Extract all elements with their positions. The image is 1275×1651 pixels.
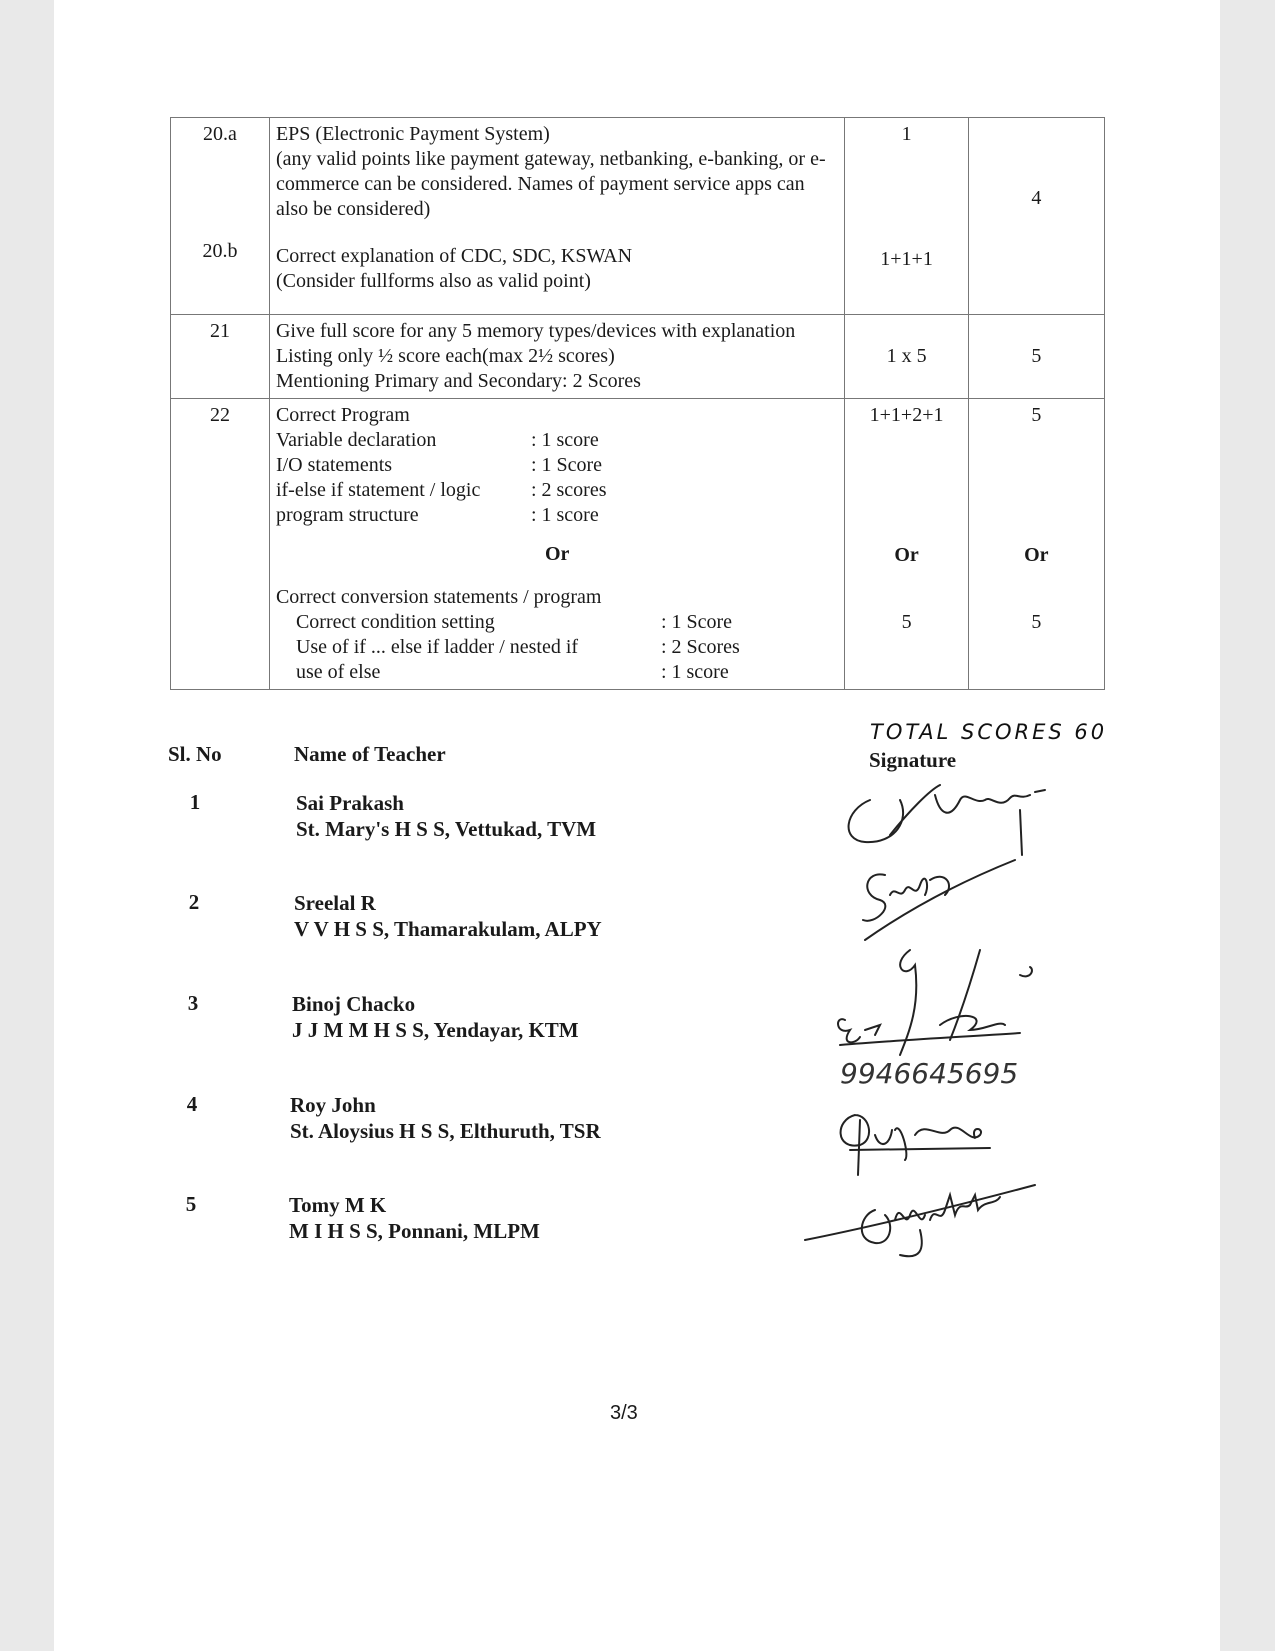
answer-title: EPS (Electronic Payment System) [275, 123, 550, 145]
total-score: 5 [1031, 404, 1042, 426]
answer-line: (Consider fullforms also as valid point) [275, 270, 591, 292]
teacher-school: M I H S S, Ponnani, MLPM [289, 1219, 540, 1243]
question-number: 21 [171, 315, 270, 399]
teacher-sl-no: 3 [187, 991, 199, 1015]
answer-cell [269, 399, 845, 690]
page-number: 3/3 [610, 1402, 638, 1424]
answer-line: Listing only ½ score each(max 2½ scores) [275, 345, 615, 367]
score-split: 1 x 5 [845, 315, 968, 399]
teacher-name-header: Name of Teacher [294, 742, 446, 766]
teacher-name: Tomy M K [289, 1193, 387, 1217]
answer-cell [269, 118, 845, 315]
score-split-cell [845, 118, 968, 315]
answer-line: Give full score for any 5 memory types/devices with explanation [275, 320, 796, 342]
signature-2 [855, 855, 1025, 950]
teacher-school: St. Aloysius H S S, Elthuruth, TSR [290, 1119, 601, 1143]
teacher-entry [294, 890, 602, 942]
answer-cell [269, 315, 845, 399]
total-score: 5 [1031, 611, 1042, 633]
or-separator: Or [894, 544, 919, 566]
criteria-item: program structure : 1 score [275, 504, 599, 526]
score-split: 5 [901, 611, 912, 633]
sl-no-header: Sl. No [168, 742, 222, 766]
table-row [171, 118, 1105, 315]
criteria-item: use of else : 1 score [295, 661, 729, 683]
signature-phone: 9946645695 [840, 1057, 1019, 1090]
criteria-item: Use of if ... else if ladder / nested if : 2 Scores [295, 636, 740, 658]
total-score-cell [968, 399, 1104, 690]
teacher-entry [290, 1092, 601, 1144]
score-split: 1+1+2+1 [869, 404, 944, 426]
score-split: 1 [901, 123, 912, 145]
answer-title: Correct Program [275, 404, 410, 426]
teacher-entry [292, 991, 579, 1043]
teacher-sl-no: 2 [188, 890, 200, 914]
score-split-cell [845, 399, 968, 690]
signature-1 [840, 780, 1050, 860]
total-scores-note: TOTAL SCORES 60 [870, 720, 1108, 744]
total-score-cell [968, 118, 1104, 315]
teacher-name: Sai Prakash [296, 791, 404, 815]
teacher-name: Binoj Chacko [292, 992, 416, 1016]
teacher-school: J J M M H S S, Yendayar, KTM [292, 1018, 579, 1042]
teacher-name: Roy John [290, 1093, 376, 1117]
teacher-entry [296, 790, 596, 842]
question-number-cell [171, 118, 270, 315]
criteria-item: Correct condition setting : 1 Score [295, 611, 733, 633]
teacher-school: St. Mary's H S S, Vettukad, TVM [296, 817, 597, 841]
teacher-name: Sreelal R [294, 891, 376, 915]
teacher-sl-no: 4 [186, 1092, 198, 1116]
table-row [171, 315, 1105, 399]
teacher-sl-no: 1 [189, 790, 201, 814]
total-score: 4 [1031, 187, 1042, 209]
score-split: 1+1+1 [880, 248, 933, 270]
teacher-school: V V H S S, Thamarakulam, ALPY [294, 917, 602, 941]
total-score: 5 [968, 315, 1104, 399]
or-separator: Or [1024, 544, 1049, 566]
answer-note: (any valid points like payment gateway, netbanking, e-banking, or e-commerce can be considered. Names of payment service apps can also be considered) [275, 148, 826, 220]
signature-header: Signature [869, 748, 957, 772]
criteria-item: I/O statements : 1 Score [275, 454, 603, 476]
question-number: 22 [171, 399, 270, 690]
criteria-item: Variable declaration : 1 score [275, 429, 599, 451]
or-separator: Or [545, 543, 570, 565]
scoring-table [170, 117, 1105, 690]
signature-5 [800, 1175, 1040, 1265]
question-number: 20.a [203, 123, 237, 145]
signature-3 [830, 945, 1045, 1090]
table-row [171, 399, 1105, 690]
criteria-item: if-else if statement / logic : 2 scores [275, 479, 607, 501]
answer-line: Mentioning Primary and Secondary: 2 Scores [275, 370, 641, 392]
teacher-sl-no: 5 [185, 1192, 197, 1216]
signature-4 [830, 1100, 1000, 1180]
answer-line: Correct explanation of CDC, SDC, KSWAN [275, 245, 633, 267]
answer-title: Correct conversion statements / program [275, 586, 602, 608]
teacher-entry [289, 1192, 540, 1244]
question-number: 20.b [202, 240, 238, 262]
